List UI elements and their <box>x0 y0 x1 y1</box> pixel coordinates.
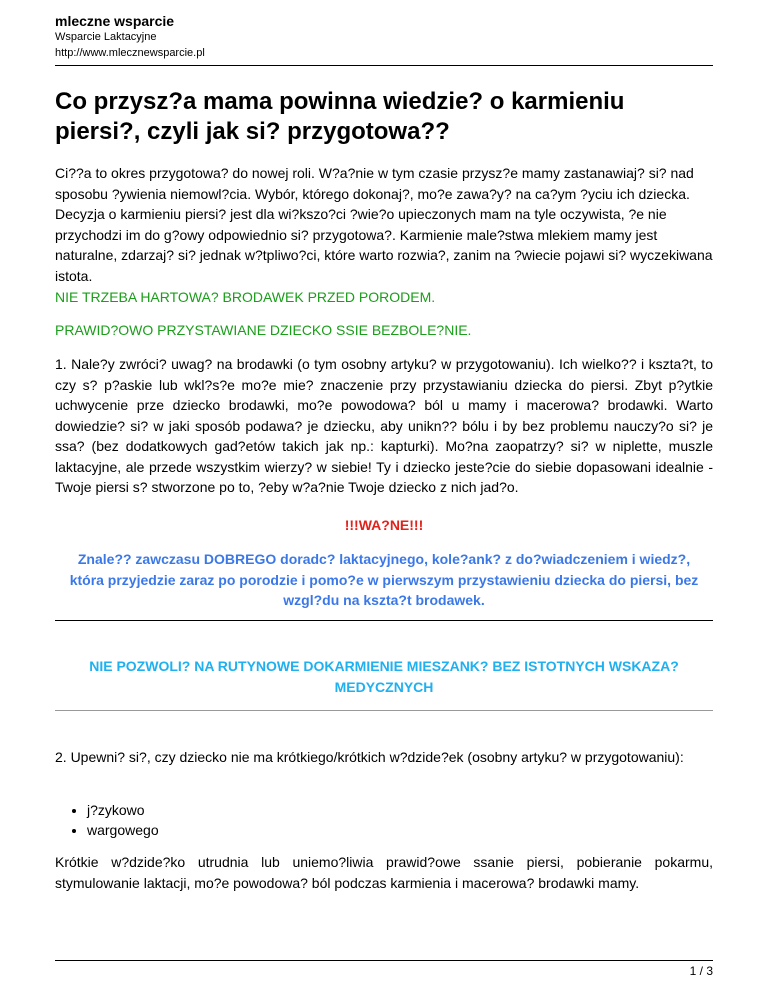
list-item: • j?zykowo <box>87 800 159 820</box>
green-heading-1: NIE TRZEBA HARTOWA? BRODAWEK PRZED PORODEM. <box>55 289 436 305</box>
list-item: • wargowego <box>87 820 159 840</box>
closing-paragraph: Krótkie w?dzide?ko utrudnia lub uniemo?liwia prawid?owe ssanie piersi, pobieranie pokarmu, stymulowanie laktacji, mo?e powodowa? ból podczas karmienia i macerowa? brodawki mamy. <box>55 854 713 891</box>
point-1-paragraph: 1. Nale?y zwróci? uwag? na brodawki (o tym osobny artyku? w przygotowaniu). Ich wielko?? i kszta?t, to czy s? p?askie lub wkl?s?e mo?e mie? znaczenie przy przystawianiu dziecka do piersi. Zbyt p?ytkie uchwycenie prze dziecko brodawki, mo?e powodowa? ból u mamy i macerowa? brodawki. Warto dowiedzie? si? w jaki sposób podawa? je dziecku, aby unikn?? bólu i by bez problemu nauczy?o si? je ssa? (bez dodatkowych gad?etów takich jak np.: kapturki). Mo?na zaopatrzy? si? w niplette, muszle laktacyjne, ale przede wszystkim wierzy? w siebie! Ty i dziecko jeste?cie do siebie dopasowani idealnie - Twoje piersi s? stworzone po to, ?eby w?a?nie Twoje dziecko z nich jad?o. <box>55 356 713 495</box>
advice-paragraph: Znale?? zawczasu DOBREGO doradc? laktacyjnego, kole?ank? z do?wiadczeniem i wiedz?, która przyjedzie zaraz po porodzie i pomo?e w pierwszym przystawieniu dziecka do piersi, bez wzgl?du na kszta?t brodawek. <box>69 551 699 608</box>
header-divider <box>55 65 713 66</box>
site-subtitle: Wsparcie Laktacyjne <box>55 31 157 43</box>
footer-divider <box>55 960 713 961</box>
intro-paragraph: Ci??a to okres przygotowa? do nowej roli. W?a?nie w tym czasie przysz?e mamy zastanawiaj? si? nad sposobu ?ywienia niemowl?cia. Wybór, którego dokonaj?, mo?e zawa?y? na ca?ym ?yciu ich dziecka. Decyzja o karmieniu piersi? jest dla wi?kszo?ci ?wie?o upieczonych mam na tyle oczywista, ?e nie przychodzi im do g?owy odpowiednio si? przygotowa?. Karmienie male?stwa mlekiem mamy jest naturalne, zdarzaj? si? jednak w?tpliwo?ci, które warto rozwia?, zanim na ?wiecie pojawi si? wyczekiwana istota. <box>55 165 713 284</box>
green-heading-2: PRAWID?OWO PRZYSTAWIANE DZIECKO SSIE BEZBOLE?NIE. <box>55 322 472 338</box>
page-number: 1 / 3 <box>689 964 713 978</box>
section-divider-grey <box>55 710 713 711</box>
article-title: Co przysz?a mama powinna wiedzie? o karmieniu piersi?, czyli jak si? przygotowa?? <box>55 88 625 145</box>
site-url[interactable]: http://www.mlecznewsparcie.pl <box>55 47 205 59</box>
point-2-paragraph: 2. Upewni? si?, czy dziecko nie ma krótkiego/krótkich w?dzide?ek (osobny artyku? w przygotowaniu): <box>55 749 684 765</box>
site-name: mleczne wsparcie <box>55 13 175 29</box>
frenulum-list <box>55 800 159 840</box>
section-divider <box>55 620 713 621</box>
warning-paragraph: NIE POZWOLI? NA RUTYNOWE DOKARMIENIE MIESZANK? BEZ ISTOTNYCH WSKAZA? MEDYCZNYCH <box>89 658 679 695</box>
important-label: !!!WA?NE!!! <box>344 517 424 533</box>
